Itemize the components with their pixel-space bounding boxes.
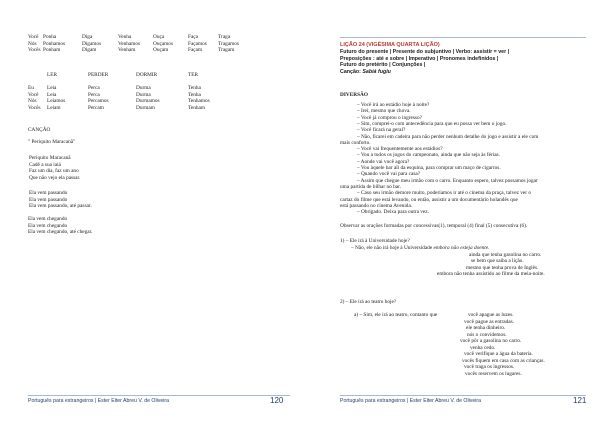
song-label: Canção:: [340, 68, 363, 75]
table-cell: Façamos: [188, 40, 207, 47]
dialogue-line: – Você irá ao estádio hoje à noite?: [357, 102, 430, 108]
footer-rule: [340, 395, 586, 396]
dialogue-line: – Vou àquele bar ali da esquina, para comprar um maço de cigarros.: [357, 165, 501, 171]
song-heading: CANÇÃO: [28, 127, 51, 133]
table-cell: Tragamos: [218, 40, 239, 47]
dialogue-line: – Aonde vai você agora?: [357, 158, 410, 165]
footer-text: Português para estrangeiros | Ester Eiter Abreu V. de Oliveira: [340, 398, 482, 404]
song-line: Ela vem chegando: [28, 216, 68, 222]
table-header: TER: [188, 72, 199, 78]
dialogue-line: está passando no cinema Avenida.: [340, 202, 413, 209]
dialogue-line: – Caso seu irmão demore muito, poderíamos ir até o cinema da praça, talvez ver o: [357, 190, 531, 197]
table-cell: Digam: [82, 47, 97, 53]
table-cell: Venha: [118, 34, 132, 40]
song-line: Periquito Maracanã: [29, 155, 71, 161]
dialogue-line: – Não, ficarei em cadeira para não perder nenhum detalhe do jogo e assistir a ele com: [357, 133, 539, 140]
footer-text: Português para estrangeiros | Ester Eiter Abreu V. de Oliveira: [28, 398, 170, 404]
dialogue-line: – Quando você vai para casa?: [357, 171, 421, 178]
table-header: LER: [47, 72, 58, 78]
table-cell: Ouçam: [153, 47, 169, 53]
table-cell: Tenham: [188, 104, 205, 111]
exercise-answer: a) – Sim, ele irá ao teatro, contanto que: [354, 312, 438, 318]
table-cell: Perca: [88, 91, 100, 98]
answer-continuation: vocês reservem os lugares.: [465, 370, 522, 377]
song-reference: [340, 69, 391, 75]
answer-continuation: nós o convidemos.: [467, 331, 507, 338]
exercise-instruction: Observar as orações formadas por concessivas(1), temporal (4) final (5) consecutiva (6).: [340, 223, 528, 229]
lesson-topics-line: Preposições : até e sobre | Imperativo | Pronomes indefinidos |: [340, 55, 499, 62]
answer-continuation: mesmo que tenha prova de Inglês.: [466, 264, 539, 271]
dialogue-line: – Assim que chegue meu irmão com o carro. Enquanto espero, talvez possamos jogar: [357, 177, 538, 184]
table-header: PERDER: [88, 72, 109, 78]
song-line: Cadê a sua iaiá: [29, 161, 61, 168]
exercise-question: 1) – Ele irá à Universidade hoje?: [340, 238, 410, 244]
table-cell: Vocês: [28, 47, 41, 53]
table-cell: Ponha: [43, 34, 57, 40]
table-cell: Tragam: [218, 47, 235, 53]
answer-continuation: você pague as entradas.: [464, 318, 515, 325]
table-cell: Você: [28, 91, 39, 98]
table-cell: Vocês: [28, 104, 41, 111]
table-cell: Ouça: [153, 34, 165, 40]
table-cell: Diga: [82, 34, 93, 40]
header-rule: [340, 37, 586, 38]
table-cell: Você: [28, 34, 39, 40]
table-cell: Perca: [88, 85, 100, 91]
song-line: Ela vem passando: [29, 190, 68, 196]
dialogue-line: – Sim, comprei-o com antecedência para que eu possa ver bem o jogo.: [357, 120, 507, 127]
song-line: Ela vem chegando, até chegar.: [28, 229, 93, 235]
table-cell: Nós: [28, 40, 37, 47]
footer-rule: [28, 395, 290, 396]
table-cell: Ponham: [43, 47, 61, 53]
answer-continuation: você pôr a gasolina no carro.: [460, 338, 522, 344]
table-cell: Nós: [28, 98, 37, 104]
table-cell: Façam: [188, 47, 203, 53]
table-cell: Tenhamos: [188, 98, 210, 104]
dialogue-line: mais conforto.: [340, 139, 371, 146]
table-cell: Percam: [88, 104, 104, 111]
song-title: " Periquito Maracanã": [28, 139, 76, 145]
table-cell: Leiam: [47, 104, 61, 111]
dialogue-line: – Obrigado. Deixa para outra vez.: [357, 209, 429, 216]
answer-clause: embora não esteja doente.: [433, 245, 490, 251]
table-cell: Leia: [47, 91, 57, 98]
table-cell: Ouçamos: [153, 40, 174, 47]
dialogue-line: cartaz do filme que está levando, ou então, assistir a um documentário holandês que: [340, 196, 518, 203]
answer-continuation: você apague as luzes.: [468, 312, 514, 318]
dialogue-line: – Você vai frequentemente aos estádios?: [357, 146, 443, 153]
table-cell: Tenha: [188, 85, 201, 91]
table-cell: Digamos: [82, 40, 102, 47]
table-cell: Faça: [188, 34, 198, 40]
table-cell: Durma: [136, 85, 151, 91]
answer-continuation: você traga os ingressos.: [464, 364, 515, 370]
dialogue-line: – Vou a todos os jogos do campeonato, ainda que não seja às férias.: [357, 152, 500, 159]
table-cell: Percamos: [88, 98, 109, 104]
table-cell: Durma: [136, 91, 151, 98]
exercise-question: 2) – Ele irá ao teatro hoje?: [340, 299, 397, 305]
table-cell: Leia: [47, 85, 57, 91]
song-line: Que não vejo ela passar.: [29, 174, 81, 181]
answer-continuation: venha cedo.: [470, 344, 496, 351]
table-cell: Venhamos: [118, 40, 141, 47]
table-cell: Durmam: [136, 104, 155, 111]
table-cell: Eu: [28, 85, 34, 91]
song-line: Ela vem chegando: [28, 222, 68, 229]
answer-continuation: embora não tenha assistido ao filme da meia-noite.: [437, 271, 545, 277]
page-number: 120: [270, 396, 284, 405]
answer-continuation: ainda que tenha gasolina no carro.: [469, 251, 542, 258]
answer-continuation: você verifique a água da bateria.: [464, 351, 533, 357]
table-header: DORMIR: [136, 72, 158, 78]
exercise-answer: [351, 245, 489, 251]
answer-continuation: ele tenha dinheiro.: [466, 325, 506, 331]
lesson-title: LIÇÃO 24 (VIGÉSIMA QUARTA LIÇÃO): [340, 42, 440, 48]
song-line: Ela vem passando, até passar.: [29, 203, 92, 209]
dialogue-line: – Irei, mesmo que chova.: [357, 108, 411, 115]
lesson-topics-line: Futuro do pretérito | Conjunções |: [340, 62, 426, 68]
answer-text: – Não, ele não irá hoje à Universidade: [351, 245, 434, 251]
table-cell: Traga: [218, 34, 231, 40]
table-cell: Durmamos: [136, 98, 160, 104]
song-line: Ela vem passando: [29, 196, 68, 203]
section-heading: DIVERSÃO: [340, 92, 368, 98]
song-name: Sabiá fugiu: [362, 68, 391, 75]
table-cell: Leiamos: [47, 98, 66, 104]
dialogue-line: uma partida de bilhar no bar.: [340, 183, 401, 190]
right-page: [300, 0, 600, 424]
answer-continuation: se bem que saiba a lição.: [471, 258, 524, 264]
dialogue-line: – Você ficará na geral?: [357, 127, 406, 134]
answer-continuation: vocês fiquem em casa com as crianças.: [462, 357, 545, 364]
dialogue-line: – Você já comprou o ingresso?: [357, 114, 422, 121]
table-cell: Venham: [118, 47, 136, 53]
lesson-topics-line: Futuro do presente | Presente do subjuntivo | Verbo: assistir = ver |: [340, 49, 510, 55]
page-number: 121: [573, 396, 587, 405]
song-line: Faz um dia, faz um ano: [29, 168, 79, 174]
table-cell: Ponhamos: [43, 40, 66, 47]
table-cell: Tenha: [188, 91, 201, 98]
